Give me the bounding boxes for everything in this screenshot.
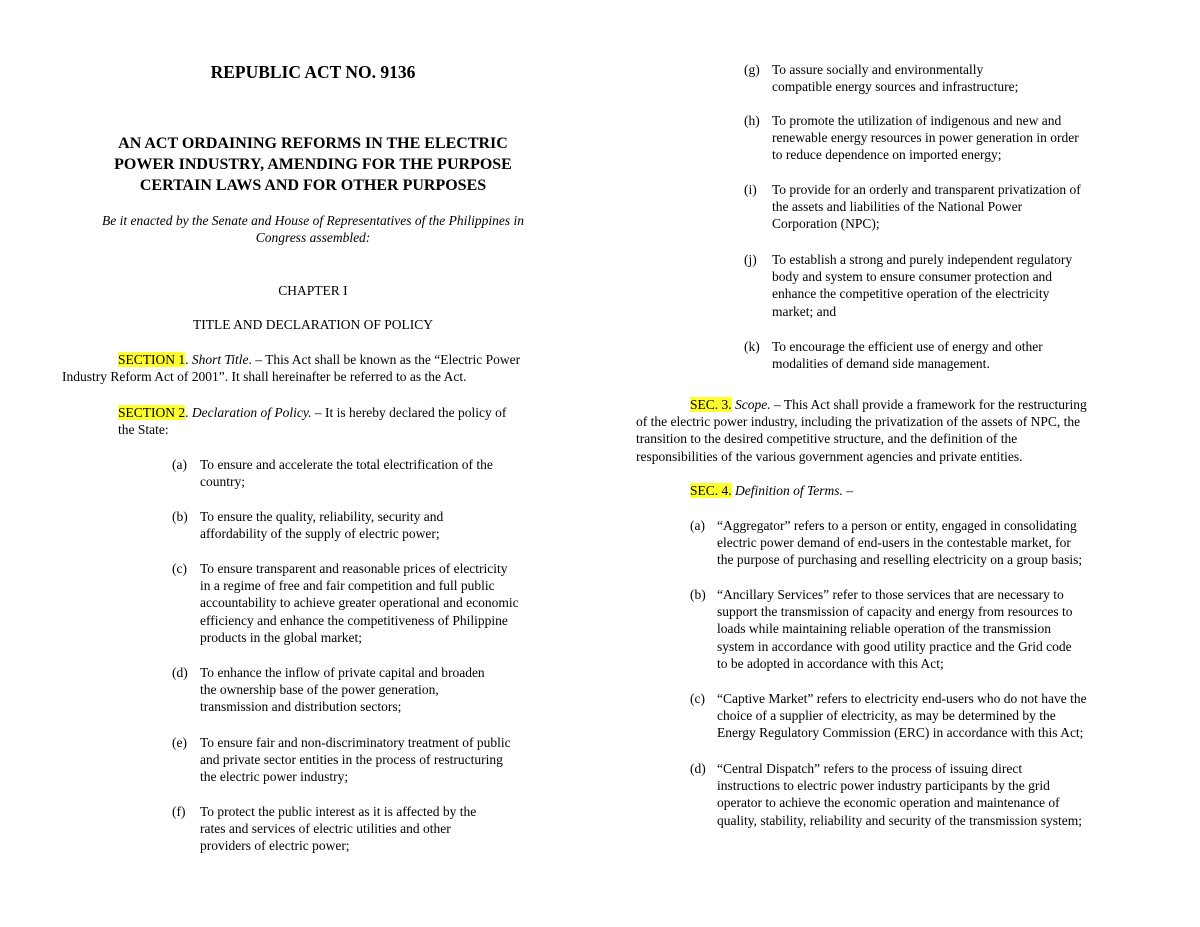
list-line: operator to achieve the economic operation and maintenance of: [717, 795, 1060, 811]
policy-item-f: [172, 803, 592, 855]
list-label: (h): [744, 113, 760, 128]
list-label: (b): [172, 509, 188, 524]
act-title: [62, 133, 564, 196]
definition-item-b: [690, 586, 1146, 672]
section-2: [118, 404, 578, 438]
list-line: body and system to ensure consumer protection and: [772, 269, 1053, 285]
list-label: (b): [690, 587, 706, 602]
policy-item-e: [172, 734, 592, 786]
list-label: (k): [744, 339, 760, 354]
list-line: To assure socially and environmentally: [772, 62, 984, 77]
section-3-heading: Scope.: [735, 397, 771, 412]
policy-item-h: [744, 112, 1144, 164]
list-line: To ensure fair and non-discriminatory treatment of public: [200, 735, 511, 750]
list-line: products in the global market;: [200, 629, 362, 645]
enacting-clause-line: Be it enacted by the Senate and House of Representatives of the Philippines in: [101, 213, 524, 228]
list-line: choice of a supplier of electricity, as may be determined by the: [717, 708, 1056, 724]
list-line: and private sector entities in the process of restructuring: [200, 752, 503, 768]
policy-item-c: [172, 560, 592, 646]
list-line: To enhance the inflow of private capital and broaden: [200, 665, 485, 680]
list-line: efficiency and enhance the competitiveness of Philippine: [200, 612, 508, 628]
list-label: (e): [172, 735, 187, 750]
section-2-heading: Declaration of Policy.: [191, 405, 312, 420]
section-1: [62, 351, 578, 385]
section-3: [636, 396, 1146, 465]
policy-item-g: [744, 61, 1144, 95]
chapter-title: TITLE AND DECLARATION OF POLICY: [193, 317, 433, 332]
section-1-label: SECTION 1: [118, 352, 186, 367]
section-1-separator: .: [185, 352, 192, 367]
list-label: (a): [172, 457, 187, 472]
list-line: To promote the utilization of indigenous and new and: [772, 113, 1062, 128]
enacting-clause: [62, 212, 564, 246]
list-line: market; and: [772, 303, 837, 319]
list-line: compatible energy sources and infrastructure;: [772, 79, 1019, 95]
list-line: to be adopted in accordance with this Act;: [717, 655, 944, 671]
policy-item-a: [172, 456, 592, 490]
list-label: (d): [172, 665, 188, 680]
list-label: (d): [690, 761, 706, 776]
definition-item-a: [690, 517, 1146, 569]
section-2-text: the State:: [118, 422, 169, 438]
list-line: “Aggregator” refers to a person or entity, engaged in consolidating: [717, 518, 1077, 533]
act-title-line: AN ACT ORDAINING REFORMS IN THE ELECTRIC: [118, 135, 508, 152]
policy-item-j: [744, 251, 1144, 320]
policy-item-i: [744, 181, 1144, 233]
policy-item-d: [172, 664, 592, 716]
list-line: instructions to electric power industry participants by the grid: [717, 778, 1050, 794]
list-line: rates and services of electric utilities and other: [200, 821, 451, 837]
list-line: electric power demand of end-users in the contestable market, for: [717, 535, 1071, 551]
section-1-heading: Short Title: [191, 352, 249, 367]
list-label: (c): [172, 561, 187, 576]
section-3-text: responsibilities of the various government agencies and private entities.: [636, 448, 1023, 464]
act-title-line: POWER INDUSTRY, AMENDING FOR THE PURPOSE: [114, 156, 512, 173]
list-line: the purpose of purchasing and reselling electricity on a group basis;: [717, 552, 1083, 568]
definition-item-d: [690, 760, 1146, 829]
enacting-clause-line: Congress assembled:: [255, 230, 371, 246]
list-line: “Captive Market” refers to electricity end-users who do not have the: [717, 691, 1087, 706]
list-line: country;: [200, 474, 245, 490]
section-2-separator: .: [185, 405, 192, 420]
list-line: modalities of demand side management.: [772, 356, 990, 372]
policy-item-k: [744, 338, 1144, 372]
list-line: To ensure and accelerate the total electrification of the: [200, 457, 493, 472]
section-3-label: SEC. 3.: [690, 397, 732, 412]
list-line: renewable energy resources in power generation in order: [772, 130, 1079, 146]
list-line: the ownership base of the power generation,: [200, 682, 439, 698]
list-label: (j): [744, 252, 757, 267]
list-line: enhance the competitive operation of the electricity: [772, 286, 1050, 302]
list-line: support the transmission of capacity and energy from resources to: [717, 604, 1073, 620]
list-label: (g): [744, 62, 760, 77]
list-line: transmission and distribution sectors;: [200, 699, 402, 715]
section-2-label: SECTION 2: [118, 405, 186, 420]
list-line: the assets and liabilities of the National Power: [772, 199, 1023, 215]
list-line: To encourage the efficient use of energy and other: [772, 339, 1043, 354]
list-line: quality, stability, reliability and security of the transmission system;: [717, 812, 1082, 828]
list-label: (i): [744, 182, 757, 197]
list-line: the electric power industry;: [200, 769, 349, 785]
section-3-text: of the electric power industry, including the privatization of the assets of NPC, the: [636, 414, 1081, 430]
policy-item-b: [172, 508, 592, 542]
section-1-text: Industry Reform Act of 2001”. It shall hereinafter be referred to as the Act.: [62, 369, 467, 385]
section-4-label: SEC. 4.: [690, 483, 732, 498]
list-line: “Central Dispatch” refers to the process of issuing direct: [717, 761, 1023, 776]
section-4-heading: Definition of Terms.: [735, 483, 843, 498]
list-line: providers of electric power;: [200, 838, 350, 854]
list-line: loads while maintaining reliable operation of the transmission: [717, 621, 1052, 637]
list-line: To ensure transparent and reasonable prices of electricity: [200, 561, 508, 576]
list-line: To protect the public interest as it is affected by the: [200, 804, 477, 819]
list-line: to reduce dependence on imported energy;: [772, 147, 1002, 163]
list-line: Corporation (NPC);: [772, 216, 880, 232]
definition-item-c: [690, 690, 1146, 742]
list-line: To provide for an orderly and transparent privatization of: [772, 182, 1081, 197]
section-4: [690, 482, 1146, 499]
section-3-text: – This Act shall provide a framework for the restructuring: [770, 397, 1087, 412]
section-3-text: transition to the desired competitive structure, and the definition of the: [636, 431, 1018, 447]
act-title-line: CERTAIN LAWS AND FOR OTHER PURPOSES: [139, 177, 487, 194]
list-label: (c): [690, 691, 705, 706]
list-line: Energy Regulatory Commission (ERC) in accordance with this Act;: [717, 725, 1084, 741]
list-line: affordability of the supply of electric power;: [200, 526, 440, 542]
document-title: REPUBLIC ACT NO. 9136: [210, 62, 416, 82]
chapter-heading: CHAPTER I: [278, 283, 348, 298]
section-2-text: – It is hereby declared the policy of: [311, 405, 507, 420]
list-label: (f): [172, 804, 186, 819]
section-1-text: . – This Act shall be known as the “Electric Power: [248, 352, 521, 367]
list-label: (a): [690, 518, 705, 533]
list-line: in a regime of free and fair competition and full public: [200, 578, 495, 594]
list-line: accountability to achieve greater operational and economic: [200, 595, 519, 611]
section-4-text: –: [842, 483, 854, 498]
list-line: “Ancillary Services” refer to those services that are necessary to: [717, 587, 1064, 602]
list-line: To establish a strong and purely independent regulatory: [772, 252, 1073, 267]
list-line: system in accordance with good utility practice and the Grid code: [717, 638, 1072, 654]
list-line: To ensure the quality, reliability, security and: [200, 509, 444, 524]
